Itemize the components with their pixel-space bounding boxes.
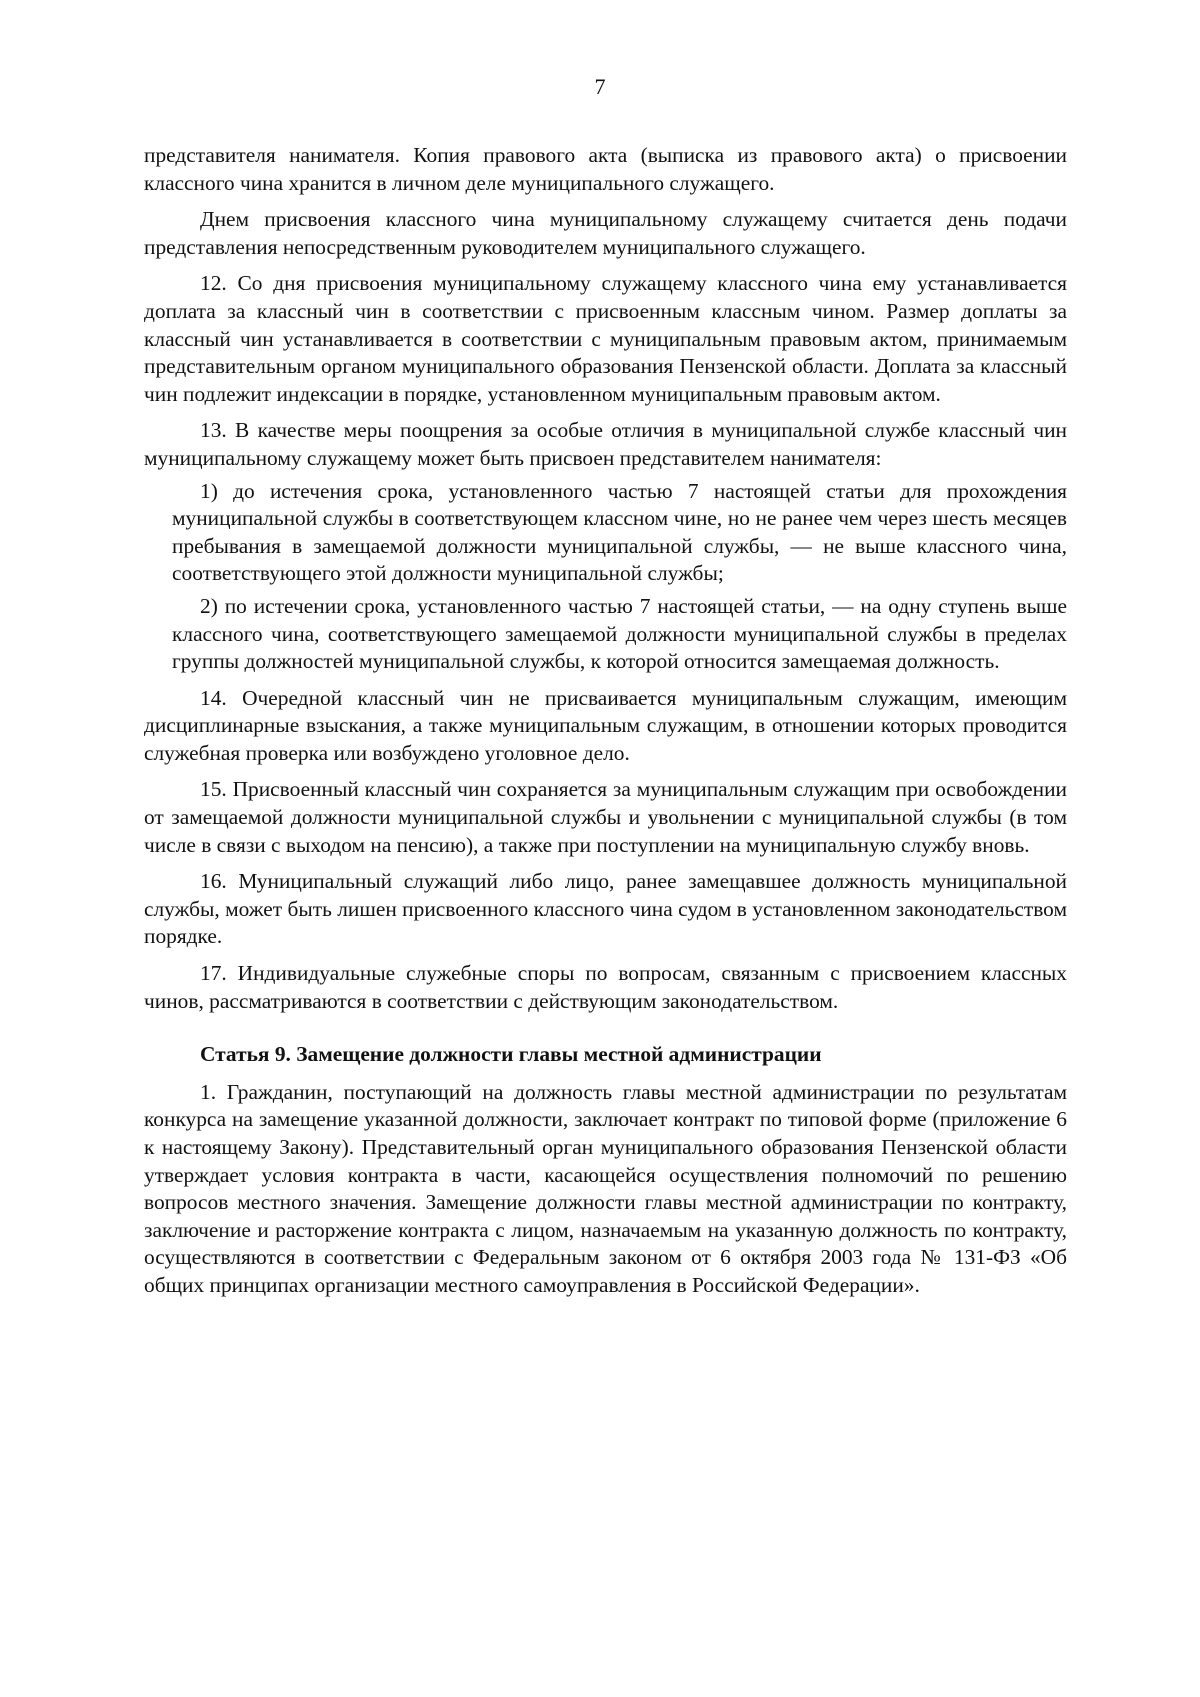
paragraph-15: 15. Присвоенный классный чин сохраняется за муниципальным служащим при освобождении от замещаемой должности муниципальной службы и увольнении с муниципальной службы (в том числе в связи с выходом на пенсию), а также при поступлении на муниципальную службу вновь. (144, 777, 1067, 857)
paragraph-assignment-date: Днем присвоения классного чина муниципальному служащему считается день подачи представления непосредственным руководителем муниципального служащего. (144, 207, 1067, 259)
paragraph-13-item-1: 1) до истечения срока, установленного частью 7 настоящей статьи для прохождения муниципальной службы в соответствующем классном чине, но не ранее чем через шесть месяцев пребывания в замещаемой должности муниципальной службы, — не выше классного чина, соответствующего этой должности муниципальной службы; (172, 478, 1067, 586)
paragraph-16: 16. Муниципальный служащий либо лицо, ранее замещавшее должность муниципальной службы, может быть лишен присвоенного классного чина судом в установленном законодательством порядке. (144, 869, 1067, 949)
paragraph-13-item-2: 2) по истечении срока, установленного частью 7 настоящей статьи, — на одну ступень выше классного чина, соответствующего замещаемой должности муниципальной службы в пределах группы должностей муниципальной службы, к которой относится замещаемая должность. (172, 593, 1067, 674)
article-9-heading: Статья 9. Замещение должности главы местной администрации (200, 1042, 822, 1067)
paragraph-12: 12. Со дня присвоения муниципальному служащему классного чина ему устанавливается доплата за классный чин в соответствии с присвоенным классным чином. Размер доплаты за классный чин устанавливается в соответствии с муниципальным правовым актом, принимаемым представительным органом муниципального образования Пензенской области. Доплата за классный чин подлежит индексации в порядке, установленном муниципальным правовым актом. (144, 271, 1067, 406)
paragraph-17: 17. Индивидуальные служебные споры по вопросам, связанным с присвоением классных чинов, рассматриваются в соответствии с действующим законодательством. (144, 961, 1067, 1013)
article-9-paragraph-1: 1. Гражданин, поступающий на должность главы местной администрации по результатам конкурса на замещение указанной должности, заключает контракт по типовой форме (приложение 6 к настоящему Закону). Представительный орган муниципального образования Пензенской области утверждает условия контракта в части, касающейся осуществления полномочий по решению вопросов местного значения. Замещение должности главы местной администрации по контракту, заключение и расторжение контракта с лицом, назначаемым на указанную должность по контракту, осуществляются в соответствии с Федеральным законом от 6 октября 2003 года № 131-ФЗ «Об общих принципах организации местного самоуправления в Российской Федерации». (144, 1079, 1067, 1297)
page-number: 7 (594, 74, 606, 99)
document-body (144, 142, 1067, 1309)
paragraph-13: 13. В качестве меры поощрения за особые отличия в муниципальной службе классный чин муниципальному служащему может быть присвоен представителем нанимателя: (144, 418, 1067, 470)
paragraph-continuation: представителя нанимателя. Копия правового акта (выписка из правового акта) о присвоении классного чина хранится в личном деле муниципального служащего. (144, 143, 1067, 195)
paragraph-14: 14. Очередной классный чин не присваивается муниципальным служащим, имеющим дисциплинарные взыскания, а также муниципальным служащим, в отношении которых проводится служебная проверка или возбуждено уголовное дело. (144, 685, 1067, 765)
